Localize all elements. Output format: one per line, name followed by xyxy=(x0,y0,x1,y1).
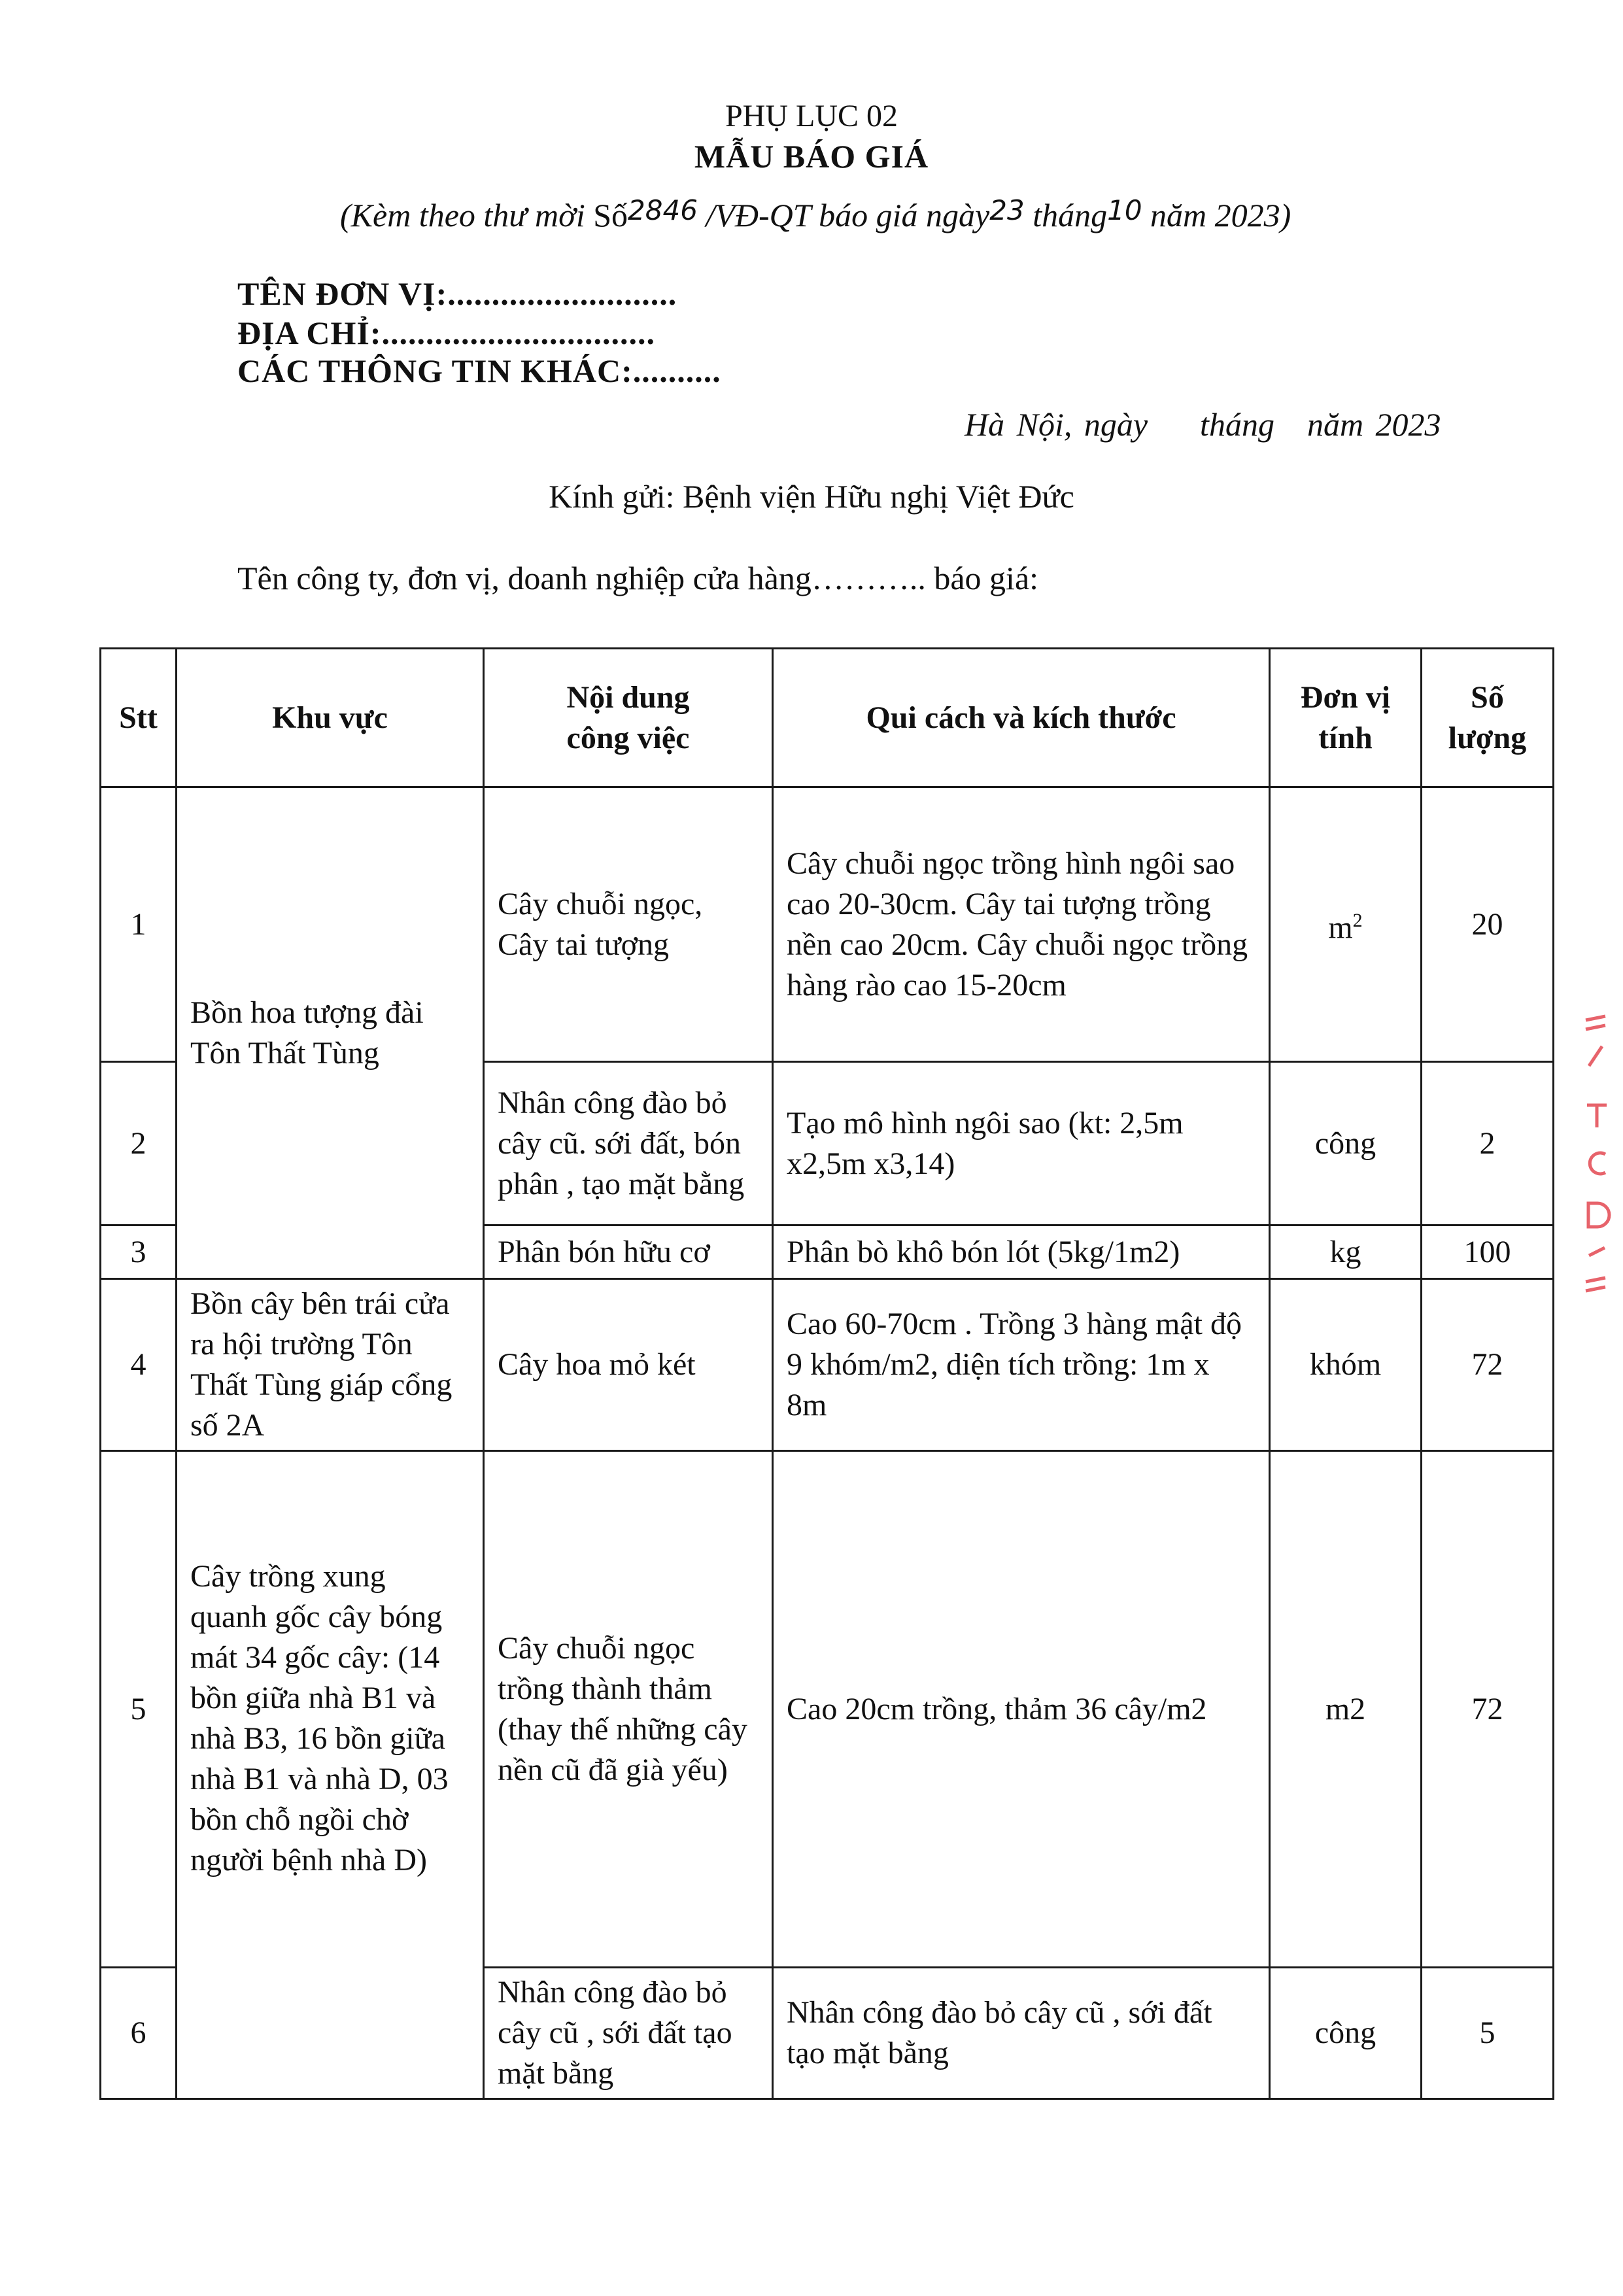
reference-month-label: tháng xyxy=(1024,197,1108,233)
header-qty-line2: lượng xyxy=(1448,720,1527,755)
header-qty-line1: Số xyxy=(1471,679,1504,715)
row-unit xyxy=(1270,787,1422,1062)
row-stt: 1 xyxy=(101,787,177,1062)
row-content: Cây chuỗi ngọc, Cây tai tượng xyxy=(484,787,773,1062)
address-field: ĐỊA CHỈ:............................... xyxy=(237,315,656,351)
row-qty: 72 xyxy=(1422,1451,1554,1968)
row-content: Nhân công đào bỏ cây cũ , sới đất tạo mặt bằng xyxy=(484,1968,773,2099)
area-cell: Bồn cây bên trái cửa ra hội trường Tôn Thất Tùng giáp cổng số 2A xyxy=(177,1279,484,1451)
date-month: tháng xyxy=(1200,406,1274,443)
row-qty: 5 xyxy=(1422,1968,1554,2099)
intro-text: Tên công ty, đơn vị, doanh nghiệp cửa hàng……….. báo giá: xyxy=(237,560,1039,596)
row-stt: 5 xyxy=(101,1451,177,1968)
row-qty: 2 xyxy=(1422,1062,1554,1225)
stamp-fragment-icon xyxy=(1573,1007,1612,1301)
row-stt: 6 xyxy=(101,1968,177,2099)
row-unit: khóm xyxy=(1270,1279,1422,1451)
row-spec: Nhân công đào bỏ cây cũ , sới đất tạo mặt bằng xyxy=(773,1968,1270,2099)
header-content-line2: công việc xyxy=(566,720,690,755)
row-unit-text: m xyxy=(1328,910,1353,945)
row-spec: Cao 20cm trồng, thảm 36 cây/m2 xyxy=(773,1451,1270,1968)
quotation-table xyxy=(99,647,1554,2100)
row-content: Cây hoa mỏ két xyxy=(484,1279,773,1451)
greeting: Kính gửi: Bệnh viện Hữu nghị Việt Đức xyxy=(549,478,1074,515)
appendix-label: PHỤ LỤC 02 xyxy=(725,99,898,133)
other-info-field: CÁC THÔNG TIN KHÁC:.......... xyxy=(237,352,721,389)
row-qty: 72 xyxy=(1422,1279,1554,1451)
row-unit-superscript: 2 xyxy=(1352,910,1363,931)
row-spec: Cây chuỗi ngọc trồng hình ngôi sao cao 20-30cm. Cây tai tượng trồng nền cao 20cm. Cây chuỗi ngọc trồng hàng rào cao 15-20cm xyxy=(773,787,1270,1062)
row-stt: 3 xyxy=(101,1225,177,1279)
header-content xyxy=(484,649,773,787)
date-place: Hà Nội, ngày xyxy=(965,406,1148,443)
header-stt: Stt xyxy=(101,649,177,787)
row-spec: Tạo mô hình ngôi sao (kt: 2,5m x2,5m x3,14) xyxy=(773,1062,1270,1225)
handwritten-day: 23 xyxy=(989,194,1025,226)
row-qty: 20 xyxy=(1422,787,1554,1062)
area-cell: Cây trồng xung quanh gốc cây bóng mát 34 gốc cây: (14 bồn giữa nhà B1 và nhà B3, 16 bồn giữa nhà B1 và nhà D, 03 bồn chỗ ngồi chờ người bệnh nhà D) xyxy=(177,1451,484,2099)
reference-mid: /VĐ-QT báo giá ngày xyxy=(697,197,990,233)
date-line xyxy=(965,405,1441,443)
handwritten-month: 10 xyxy=(1107,194,1142,226)
row-spec: Cao 60-70cm . Trồng 3 hàng mật độ 9 khóm/m2, diện tích trồng: 1m x 8m xyxy=(773,1279,1270,1451)
row-stt: 4 xyxy=(101,1279,177,1451)
row-unit: công xyxy=(1270,1968,1422,2099)
header-spec: Qui cách và kích thước xyxy=(773,649,1270,787)
row-stt: 2 xyxy=(101,1062,177,1225)
reference-prefix: (Kèm theo thư mời xyxy=(340,197,594,233)
table-header-row xyxy=(101,649,1554,787)
header-unit-line2: tính xyxy=(1318,720,1373,755)
row-unit: m2 xyxy=(1270,1451,1422,1968)
table-row xyxy=(101,787,1554,1062)
area-cell: Bồn hoa tượng đài Tôn Thất Tùng xyxy=(177,787,484,1279)
handwritten-number: 2846 xyxy=(628,194,698,226)
row-unit: kg xyxy=(1270,1225,1422,1279)
row-unit: công xyxy=(1270,1062,1422,1225)
row-content: Nhân công đào bỏ cây cũ. sới đất, bón phân , tạo mặt bằng xyxy=(484,1062,773,1225)
reference-suffix: năm 2023) xyxy=(1142,197,1291,233)
unit-name-field: TÊN ĐƠN VỊ:.......................... xyxy=(237,275,677,312)
date-year: năm 2023 xyxy=(1307,406,1441,443)
form-title: MẪU BÁO GIÁ xyxy=(694,138,929,175)
header-area: Khu vực xyxy=(177,649,484,787)
header-content-line1: Nội dung xyxy=(566,679,690,715)
reference-so: Số xyxy=(593,197,628,233)
table-row xyxy=(101,1279,1554,1451)
reference-line xyxy=(340,196,1291,234)
row-content: Cây chuỗi ngọc trồng thành thảm (thay thế những cây nền cũ đã già yếu) xyxy=(484,1451,773,1968)
row-qty: 100 xyxy=(1422,1225,1554,1279)
header-qty xyxy=(1422,649,1554,787)
header-unit-line1: Đơn vị xyxy=(1300,679,1391,715)
table-row xyxy=(101,1451,1554,1968)
header-unit xyxy=(1270,649,1422,787)
row-spec: Phân bò khô bón lót (5kg/1m2) xyxy=(773,1225,1270,1279)
row-content: Phân bón hữu cơ xyxy=(484,1225,773,1279)
